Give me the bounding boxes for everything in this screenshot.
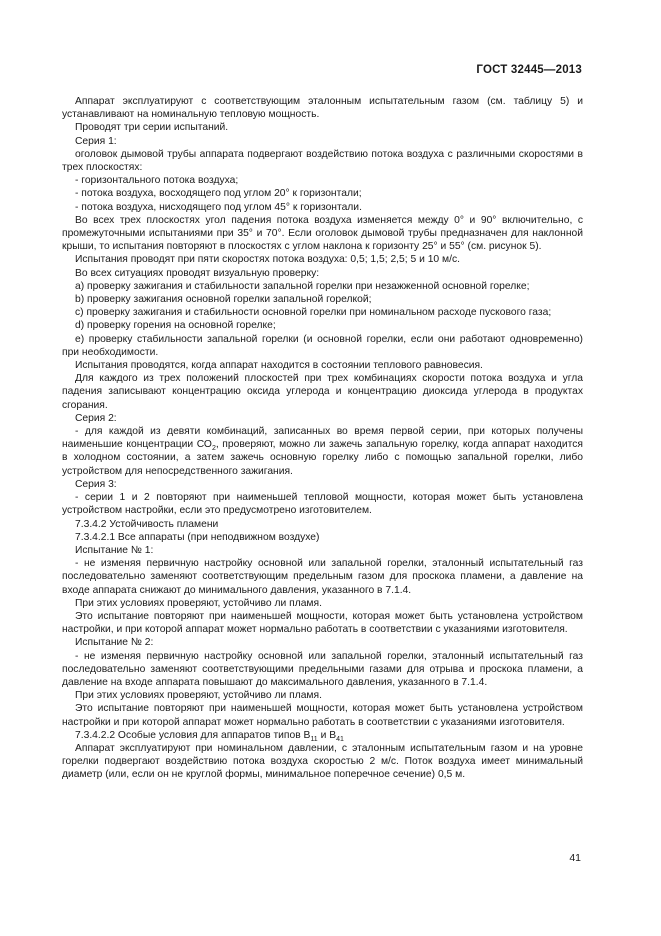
paragraph: Аппарат эксплуатируют при номинальном давлении, с эталонным испытательным газом и на уровне горелки подвергают воздействию потока воздуха скоростью 2 м/с. Поток воздуха имеет минимальный диаметр (или, если он не круглой формы, минимальное поперечное сечение) 0,5 м. bbox=[62, 742, 583, 781]
paragraph: Серия 3: bbox=[75, 478, 117, 490]
section-heading: 7.3.4.2.1 Все аппараты (при неподвижном воздухе) bbox=[75, 531, 320, 543]
text-run: 7.3.4.2.2 Особые условия для аппаратов типов В bbox=[75, 729, 311, 741]
paragraph: Испытания проводят при пяти скоростях потока воздуха: 0,5; 1,5; 2,5; 5 и 10 м/с. bbox=[75, 254, 460, 266]
list-item: - горизонтального потока воздуха; bbox=[75, 175, 239, 187]
list-item: e) проверку стабильности запальной горелки (и основной горелки, если они работают одновременно) при необходимости. bbox=[62, 333, 583, 358]
list-item: d) проверку горения на основной горелке; bbox=[75, 320, 276, 332]
document-body bbox=[62, 95, 583, 782]
list-item: - потока воздуха, нисходящего под углом 45° к горизонтали. bbox=[75, 201, 362, 213]
section-heading bbox=[62, 729, 583, 742]
paragraph: Это испытание повторяют при наименьшей мощности, которая может быть установлена устройством настройки и при которой аппарат может нормально работать в соответствии с указаниями изготовителя. bbox=[62, 703, 583, 728]
paragraph: оголовок дымовой трубы аппарата подвергают воздействию потока воздуха с различными скоростями в трех плоскостях: bbox=[62, 148, 583, 174]
paragraph: При этих условиях проверяют, устойчиво ли пламя. bbox=[75, 597, 322, 609]
standard-header: ГОСТ 32445—2013 bbox=[476, 64, 582, 76]
page-number: 41 bbox=[569, 852, 581, 864]
paragraph: Проводят три серии испытаний. bbox=[75, 122, 229, 134]
list-item: - потока воздуха, восходящего под углом 20° к горизонтали; bbox=[75, 188, 362, 200]
section-heading: 7.3.4.2 Устойчивость пламени bbox=[75, 518, 219, 530]
list-item: b) проверку зажигания основной горелки запальной горелкой; bbox=[75, 294, 372, 306]
subscript: 11 bbox=[310, 735, 318, 743]
text-run: , проверяют, можно ли зажечь запальную горелку, когда аппарат находится в холодном состоянии, а затем зажечь основную горелку либо с помощью запальной горелки, либо устройством для непосредственного зажигания. bbox=[62, 439, 583, 477]
paragraph: Испытание № 2: bbox=[75, 637, 154, 649]
paragraph: Аппарат эксплуатируют с соответствующим эталонным испытательным газом (см. таблицу 5) и устанавливают на номинальную тепловую мощность. bbox=[62, 96, 583, 121]
paragraph: Испытание № 1: bbox=[75, 544, 154, 556]
text-run: и В bbox=[317, 729, 337, 741]
paragraph: Серия 2: bbox=[75, 412, 117, 424]
paragraph: Серия 1: bbox=[75, 135, 117, 147]
paragraph: Во всех трех плоскостях угол падения потока воздуха изменяется между 0° и 90° включительно, с промежуточными испытаниями при 35° и 70°. Если оголовок дымовой трубы предназначен для наклонной крыши, то испытания повторяют в плоскостях с углом наклона к горизонту 25° и 55° (см. рисунок 5). bbox=[62, 214, 583, 253]
paragraph: - не изменяя первичную настройку основной или запальной горелки, эталонный испытательный газ последовательно заменяют соответствующими предельными газами для отрыва и проскока пламени, а давление на входе аппарата повышают до максимального давления, указанного в 7.1.4. bbox=[62, 650, 583, 688]
paragraph: Это испытание повторяют при наименьшей мощности, которая может быть установлена устройством настройки, и при которой аппарат может нормально работать в соответствии с указаниями изготовителя. bbox=[62, 610, 583, 636]
subscript: 2 bbox=[211, 445, 216, 453]
paragraph: Во всех ситуациях проводят визуальную проверку: bbox=[75, 267, 320, 279]
list-item: c) проверку зажигания и стабильности основной горелки при номинальном расходе пускового газа; bbox=[75, 307, 552, 319]
paragraph bbox=[62, 425, 583, 478]
paragraph: - не изменяя первичную настройку основной или запальной горелки, эталонный испытательный газ последовательно заменяют соответствующим предельным газом для проскока пламени, а давление на входе аппарата снижают до минимального давления, указанного в 7.1.4. bbox=[62, 558, 583, 596]
paragraph: Испытания проводятся, когда аппарат находится в состоянии теплового равновесия. bbox=[75, 360, 483, 372]
subscript: 41 bbox=[336, 735, 344, 743]
paragraph: При этих условиях проверяют, устойчиво ли пламя. bbox=[75, 690, 322, 702]
paragraph: - серии 1 и 2 повторяют при наименьшей тепловой мощности, которая может быть установлена устройством настройки, если это предусмотрено изготовителем. bbox=[62, 492, 583, 517]
list-item: a) проверку зажигания и стабильности запальной горелки при незажженной основной горелке; bbox=[75, 280, 530, 292]
text-run: - для каждой из девяти комбинаций, записанных во время первой серии, при которых получены наименьшие концентрации СО bbox=[62, 426, 583, 451]
paragraph: Для каждого из трех положений плоскостей при трех комбинациях скорости потока воздуха и угла падения записывают концентрацию оксида углерода и концентрацию диоксида углерода в продуктах сгорания. bbox=[62, 373, 583, 411]
